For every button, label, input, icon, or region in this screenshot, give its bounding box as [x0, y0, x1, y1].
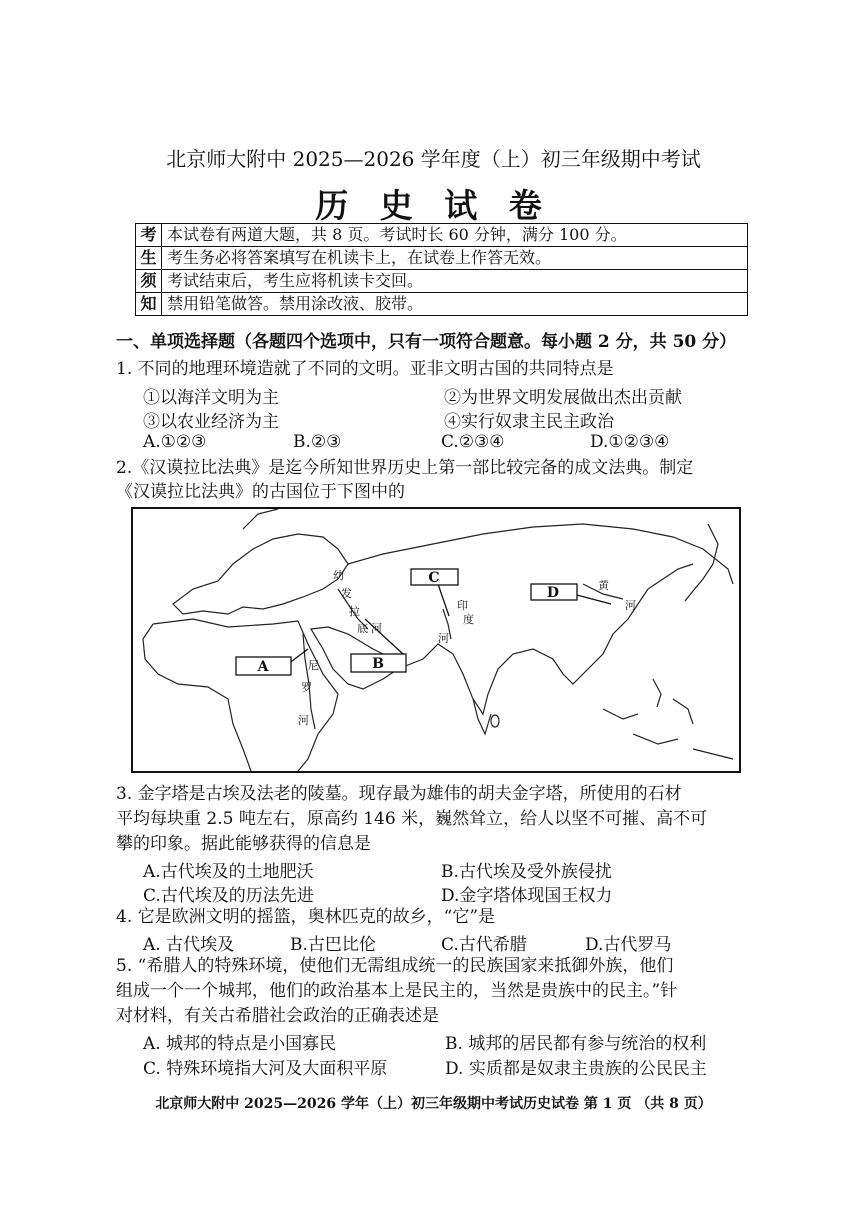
- notice-label: 生: [136, 247, 162, 270]
- river-char: 河: [371, 622, 382, 635]
- map-label-c: C: [428, 570, 440, 586]
- q5-option-d[interactable]: D. 实质都是奴隶主贵族的公民民主: [445, 1059, 707, 1079]
- map-label-b: B: [372, 656, 384, 672]
- q1-item: ③以农业经济为主: [143, 412, 279, 432]
- q4-option-d[interactable]: D.古代罗马: [585, 935, 672, 955]
- question-3-line: 攀的印象。据此能够获得的信息是: [116, 834, 371, 854]
- question-3-line: 3. 金字塔是古埃及法老的陵墓。现存最为雄伟的胡夫金字塔，所使用的石材: [116, 784, 682, 804]
- exam-notice-table: [135, 223, 748, 316]
- q1-option-d[interactable]: D.①②③④: [590, 432, 670, 452]
- q5-option-b[interactable]: B. 城邦的居民都有参与统治的权利: [445, 1034, 707, 1054]
- notice-label: 考: [136, 224, 162, 247]
- q1-option-a[interactable]: A.①②③: [143, 432, 207, 452]
- river-char: 拉: [349, 605, 360, 618]
- notice-rule: 考生务必将答案填写在机读卡上，在试卷上作答无效。: [162, 247, 748, 270]
- river-char: 罗: [301, 681, 312, 694]
- q3-option-c[interactable]: C.古代埃及的历法先进: [143, 886, 314, 906]
- notice-rule: 本试卷有两道大题，共 8 页。考试时长 60 分钟，满分 100 分。: [162, 224, 748, 247]
- river-char: 发: [341, 587, 352, 600]
- river-char: 幼: [333, 569, 344, 582]
- question-5-line: 对材料，有关古希腊社会政治的正确表述是: [116, 1006, 439, 1026]
- river-char: 尼: [308, 659, 319, 672]
- river-char: 度: [463, 613, 474, 626]
- q1-item: ①以海洋文明为主: [143, 388, 279, 408]
- notice-label: 须: [136, 270, 162, 293]
- q5-option-c[interactable]: C. 特殊环境指大河及大面积平原: [143, 1059, 388, 1079]
- q4-option-a[interactable]: A. 古代埃及: [143, 935, 235, 955]
- question-5-line: 5. “希腊人的特殊环境，使他们无需组成统一的民族国家来抵御外族，他们: [116, 956, 674, 976]
- map-label-d: D: [546, 585, 560, 601]
- paper-title: 历 史 试 卷: [315, 186, 552, 225]
- notice-rule: 禁用铅笔做答。禁用涂改液、胶带。: [162, 293, 748, 316]
- question-1-stem: 1. 不同的地理环境造就了不同的文明。亚非文明古国的共同特点是: [116, 359, 614, 379]
- notice-label: 知: [136, 293, 162, 316]
- notice-rule: 考试结束后，考生应将机读卡交回。: [162, 270, 748, 293]
- river-char: 印: [457, 599, 468, 612]
- q1-item: ④实行奴隶主民主政治: [444, 412, 614, 432]
- map-label-a: A: [257, 659, 269, 675]
- q4-option-c[interactable]: C.古代希腊: [441, 935, 527, 955]
- school-exam-title: 北京师大附中 2025—2026 学年度（上）初三年级期中考试: [166, 147, 701, 171]
- question-2-line: 《汉谟拉比法典》的古国位于下图中的: [116, 482, 405, 502]
- question-5-line: 组成一个一个城邦，他们的政治基本上是民主的，当然是贵族中的民主。”针: [116, 981, 678, 1001]
- question-4-stem: 4. 它是欧洲文明的摇篮，奥林匹克的故乡，“它”是: [116, 907, 496, 927]
- page-footer: 北京师大附中 2025—2026 学年（上）初三年级期中考试历史试卷 第 1 页 （共 8 页）: [155, 1096, 712, 1112]
- river-char: 河: [438, 632, 449, 645]
- q1-option-b[interactable]: B.②③: [293, 432, 342, 452]
- q5-option-a[interactable]: A. 城邦的特点是小国寡民: [143, 1034, 337, 1054]
- q3-option-d[interactable]: D.金字塔体现国王权力: [441, 886, 613, 906]
- q1-option-c[interactable]: C.②③④: [441, 432, 505, 452]
- question-2-line: 2.《汉谟拉比法典》是迄今所知世界历史上第一部比较完备的成文法典。制定: [116, 458, 694, 478]
- river-char: 黄: [598, 579, 609, 592]
- q1-item: ②为世界文明发展做出杰出贡献: [444, 388, 682, 408]
- question-3-line: 平均每块重 2.5 吨左右，原高约 146 米，巍然耸立，给人以坚不可摧、高不可: [116, 809, 708, 829]
- river-char: 河: [625, 599, 636, 612]
- river-char: 底: [357, 622, 368, 635]
- river-char: 河: [298, 714, 309, 727]
- q3-option-a[interactable]: A.古代埃及的土地肥沃: [143, 862, 314, 882]
- world-map-figure: [131, 507, 741, 773]
- section-heading: 一、单项选择题（各题四个选项中，只有一项符合题意。每小题 2 分，共 50 分）: [116, 332, 737, 352]
- q3-option-b[interactable]: B.古代埃及受外族侵扰: [441, 862, 612, 882]
- q4-option-b[interactable]: B.古巴比伦: [290, 935, 376, 955]
- map-drawing: [133, 509, 739, 771]
